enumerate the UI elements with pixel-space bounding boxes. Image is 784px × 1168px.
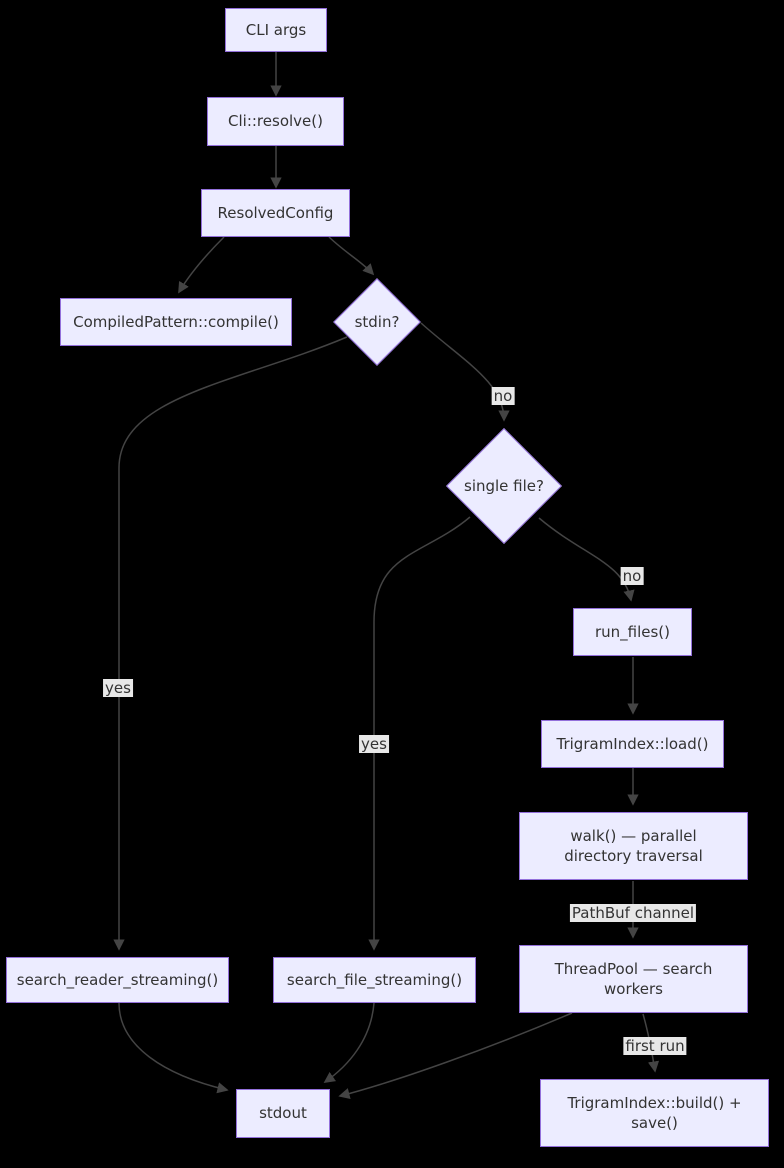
edge-label-first-run: first run <box>625 1037 685 1055</box>
node-cli-args: CLI args <box>225 8 327 52</box>
node-resolved-config: ResolvedConfig <box>201 189 350 237</box>
edge-singlefile-yes-to-file <box>374 517 470 949</box>
edge-label-stdin-yes: yes <box>105 679 131 697</box>
edge-file-to-stdout <box>325 1003 374 1082</box>
node-compiled-pattern: CompiledPattern::compile() <box>60 298 292 346</box>
node-cli-resolve: Cli::resolve() <box>207 97 344 146</box>
node-stdin-decision <box>333 278 421 366</box>
node-trigram-load: TrigramIndex::load() <box>541 720 724 768</box>
edge-label-single-yes: yes <box>361 735 387 753</box>
single-file-decision-label: single file? <box>464 477 544 495</box>
edge-label-stdin-no: no <box>493 387 513 405</box>
node-threadpool: ThreadPool — search workers <box>519 945 748 1013</box>
edge-config-to-compile <box>179 237 224 292</box>
node-search-file: search_file_streaming() <box>273 957 476 1003</box>
edge-threadpool-to-stdout <box>340 1013 572 1096</box>
node-stdout: stdout <box>236 1089 330 1138</box>
edge-stdin-yes-to-reader <box>119 337 347 949</box>
edge-config-to-stdin <box>329 237 373 274</box>
stdin-decision-label: stdin? <box>354 313 400 331</box>
edge-label-single-no: no <box>622 567 642 585</box>
node-trigram-build: TrigramIndex::build() + save() <box>540 1079 769 1147</box>
edge-stdin-no-to-singlefile <box>421 323 504 420</box>
node-run-files: run_files() <box>573 608 692 656</box>
node-walk: walk() — parallel directory traversal <box>519 812 748 880</box>
edge-label-pathbuf-channel: PathBuf channel <box>571 904 695 922</box>
edge-reader-to-stdout <box>119 1003 227 1090</box>
node-search-reader: search_reader_streaming() <box>6 957 229 1003</box>
node-single-file-decision <box>446 428 562 544</box>
